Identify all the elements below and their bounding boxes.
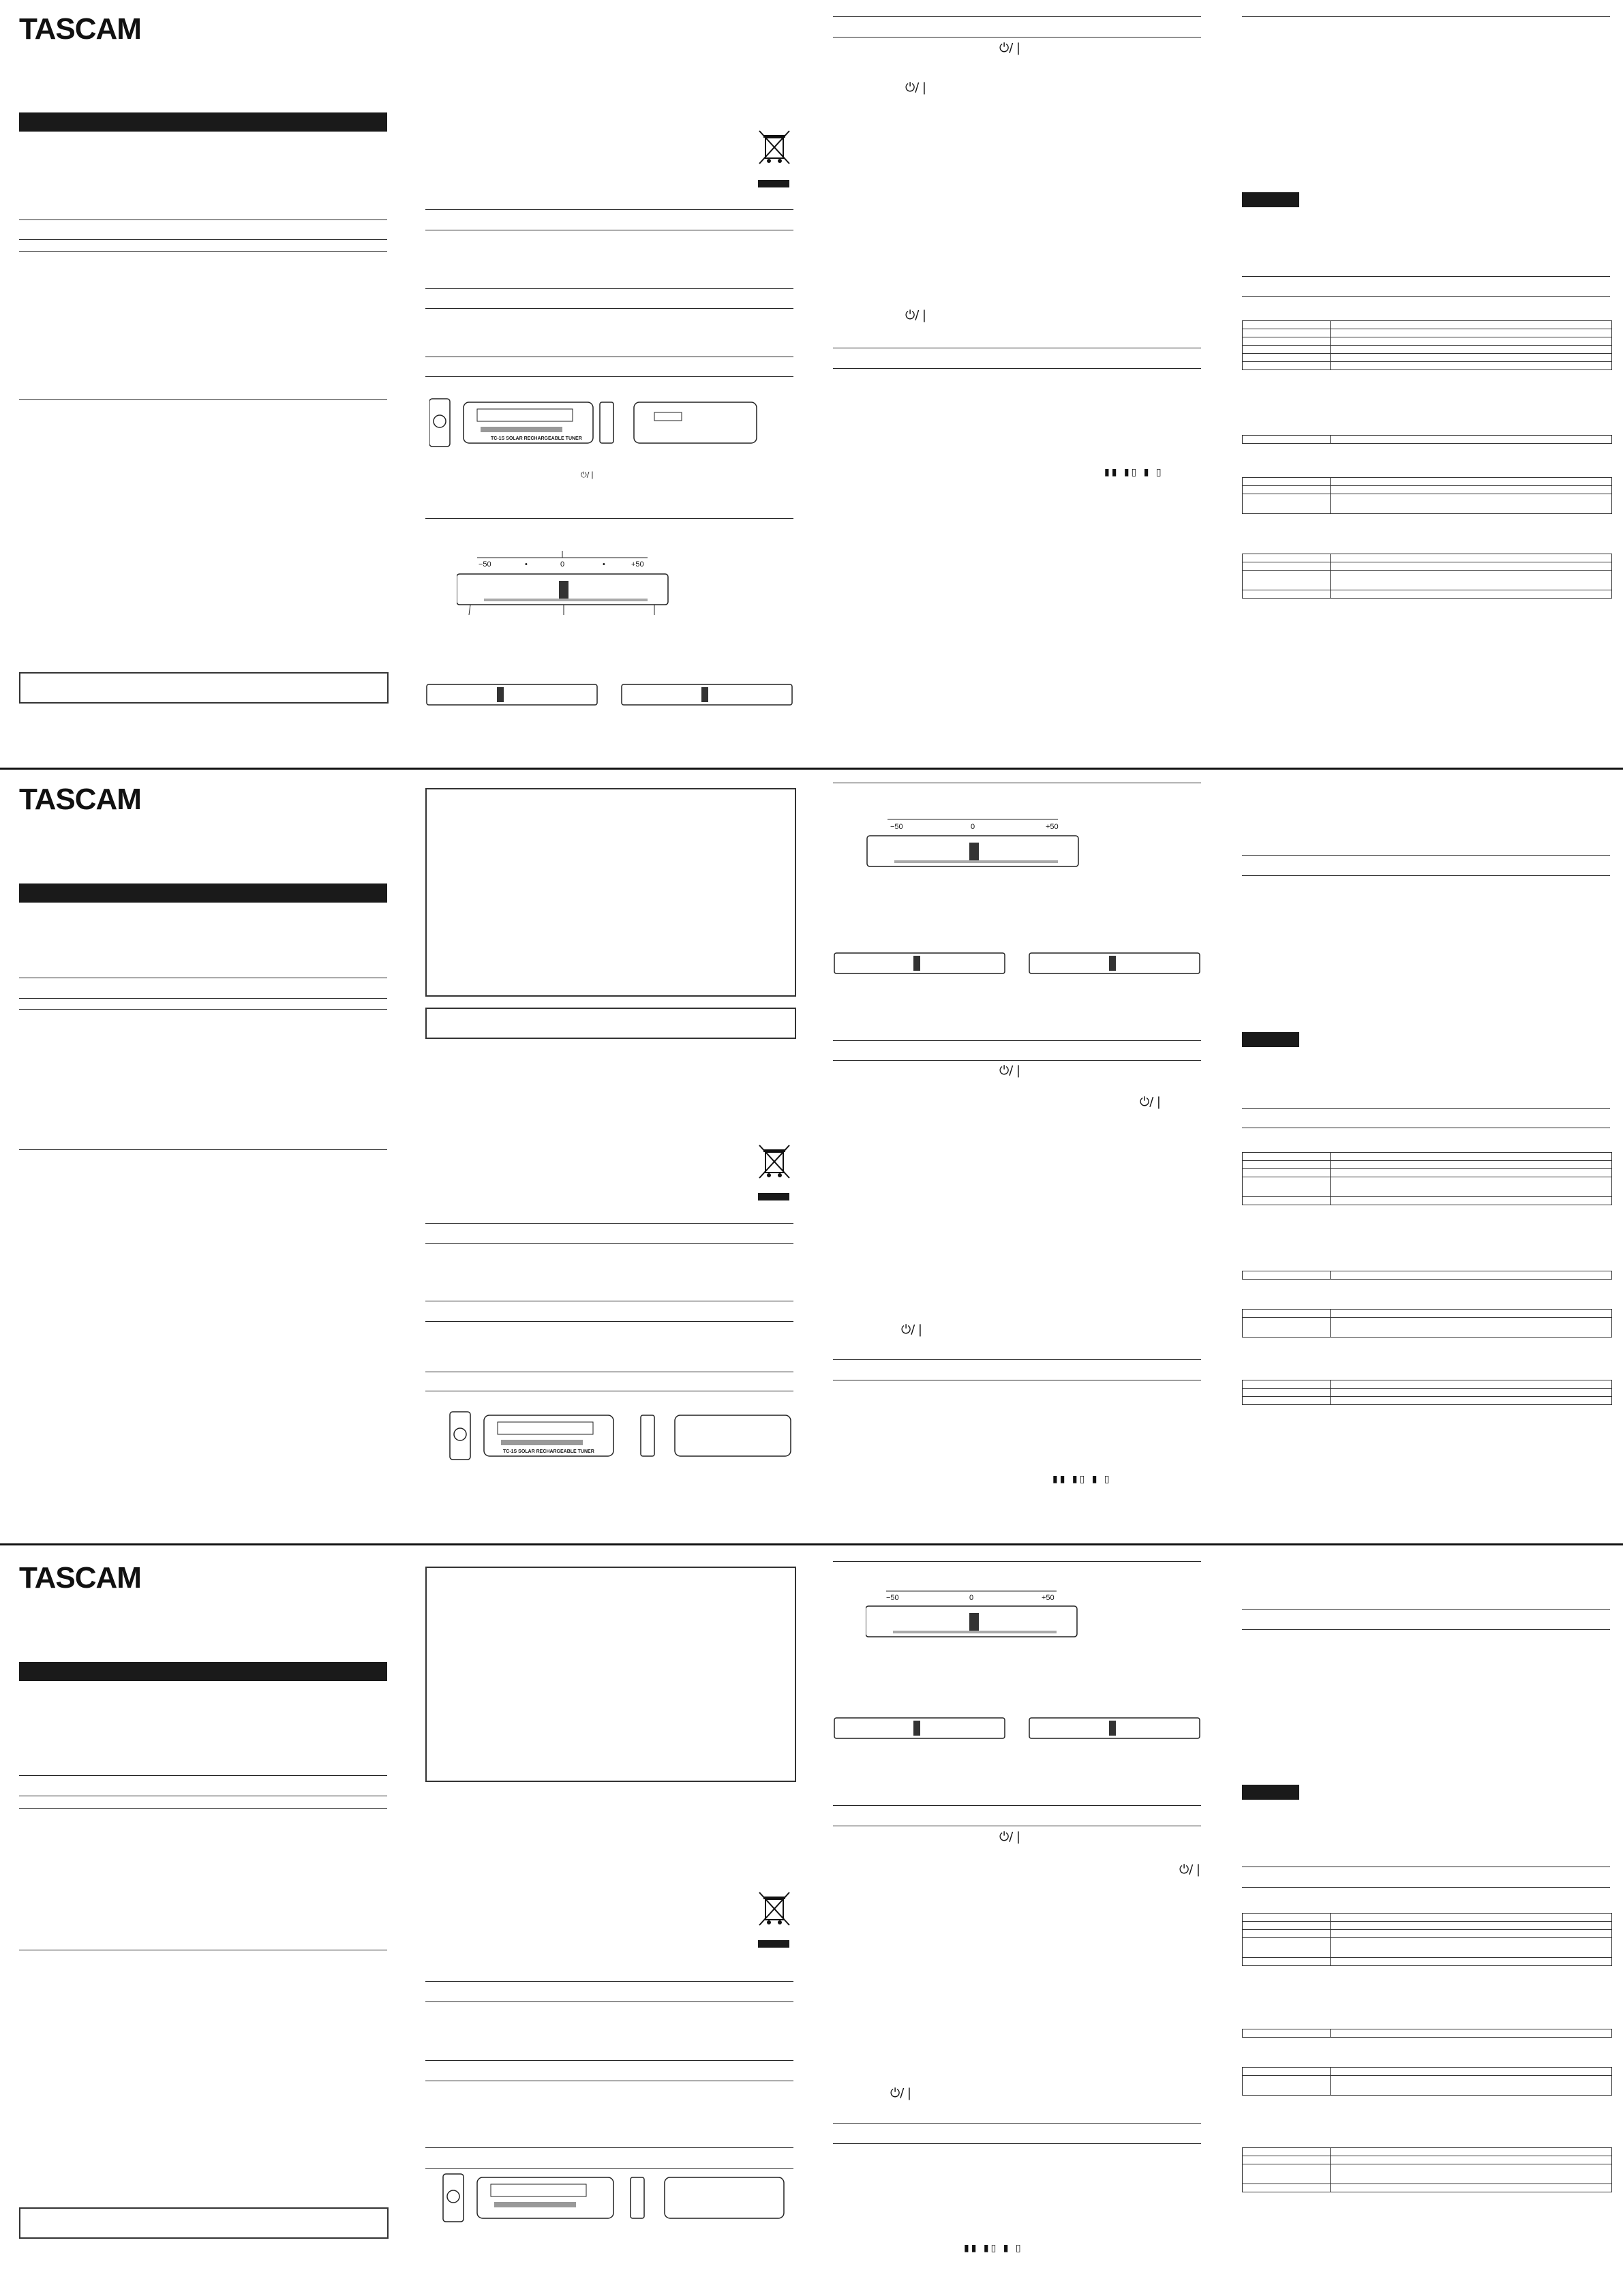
power-icon-inline: ⏻/❘: [999, 41, 1024, 55]
crossed-bin-icon: [757, 1143, 792, 1185]
tuner-mini-displays: [833, 1708, 1201, 1742]
title-bar: [19, 112, 387, 132]
spec-table-3: [1242, 1309, 1612, 1338]
model-label: TC-1S SOLAR RECHARGEABLE TUNER: [503, 1449, 594, 1454]
spec-table-1: [1242, 320, 1612, 370]
power-icon-inline: ⏻/❘: [890, 2086, 915, 2100]
spec-table-2: [1242, 1271, 1612, 1280]
page-divider: [0, 768, 1623, 770]
scale-max: +50: [631, 560, 644, 569]
spec-table-1: [1242, 1913, 1612, 1966]
scale-zero: 0: [560, 560, 565, 569]
note-label: [1242, 192, 1299, 207]
brand-logo: TASCAM: [19, 12, 141, 46]
page-divider: [0, 1543, 1623, 1545]
spec-table-2: [1242, 435, 1612, 444]
battery-level-icon: ▮▮ ▮▯ ▮ ▯: [1104, 467, 1164, 478]
power-icon-inline: ⏻/❘: [905, 308, 930, 322]
brand-logo: TASCAM: [19, 783, 141, 816]
info-box: [425, 788, 796, 997]
title-bar: [19, 1662, 387, 1681]
spec-table-4: [1242, 2147, 1612, 2192]
brand-logo: TASCAM: [19, 1561, 141, 1595]
note-label: [1242, 1032, 1299, 1047]
power-icon-inline: ⏻/❘: [901, 1323, 926, 1337]
power-icon-inline: ⏻/❘: [1179, 1862, 1204, 1877]
spec-table-3: [1242, 2067, 1612, 2096]
power-icon: ⏻/❘: [581, 470, 596, 479]
crossed-bin-icon: [757, 128, 792, 170]
spec-table-4: [1242, 554, 1612, 599]
power-icon-inline: ⏻/❘: [999, 1830, 1024, 1844]
power-icon-inline: ⏻/❘: [905, 80, 930, 95]
note-label: [1242, 1785, 1299, 1800]
power-icon-inline: ⏻/❘: [999, 1063, 1024, 1078]
spec-table-3: [1242, 477, 1612, 514]
spec-table-2: [1242, 2029, 1612, 2038]
spec-table-4: [1242, 1380, 1612, 1405]
title-bar: [19, 883, 387, 903]
info-box: [19, 672, 389, 704]
spec-table-1: [1242, 1152, 1612, 1205]
info-box: [425, 1567, 796, 1782]
crossed-bin-icon: [757, 1890, 792, 1932]
tuner-mini-displays: [833, 943, 1201, 978]
battery-level-icon: ▮▮ ▮▯ ▮ ▯: [1052, 1474, 1112, 1485]
model-label: TC-1S SOLAR RECHARGEABLE TUNER: [491, 436, 582, 441]
info-box: [425, 1008, 796, 1039]
scale-min: −50: [479, 560, 491, 569]
power-icon-inline: ⏻/❘: [1140, 1095, 1164, 1109]
info-box: [19, 2207, 389, 2239]
battery-level-icon: ▮▮ ▮▯ ▮ ▯: [964, 2243, 1023, 2254]
